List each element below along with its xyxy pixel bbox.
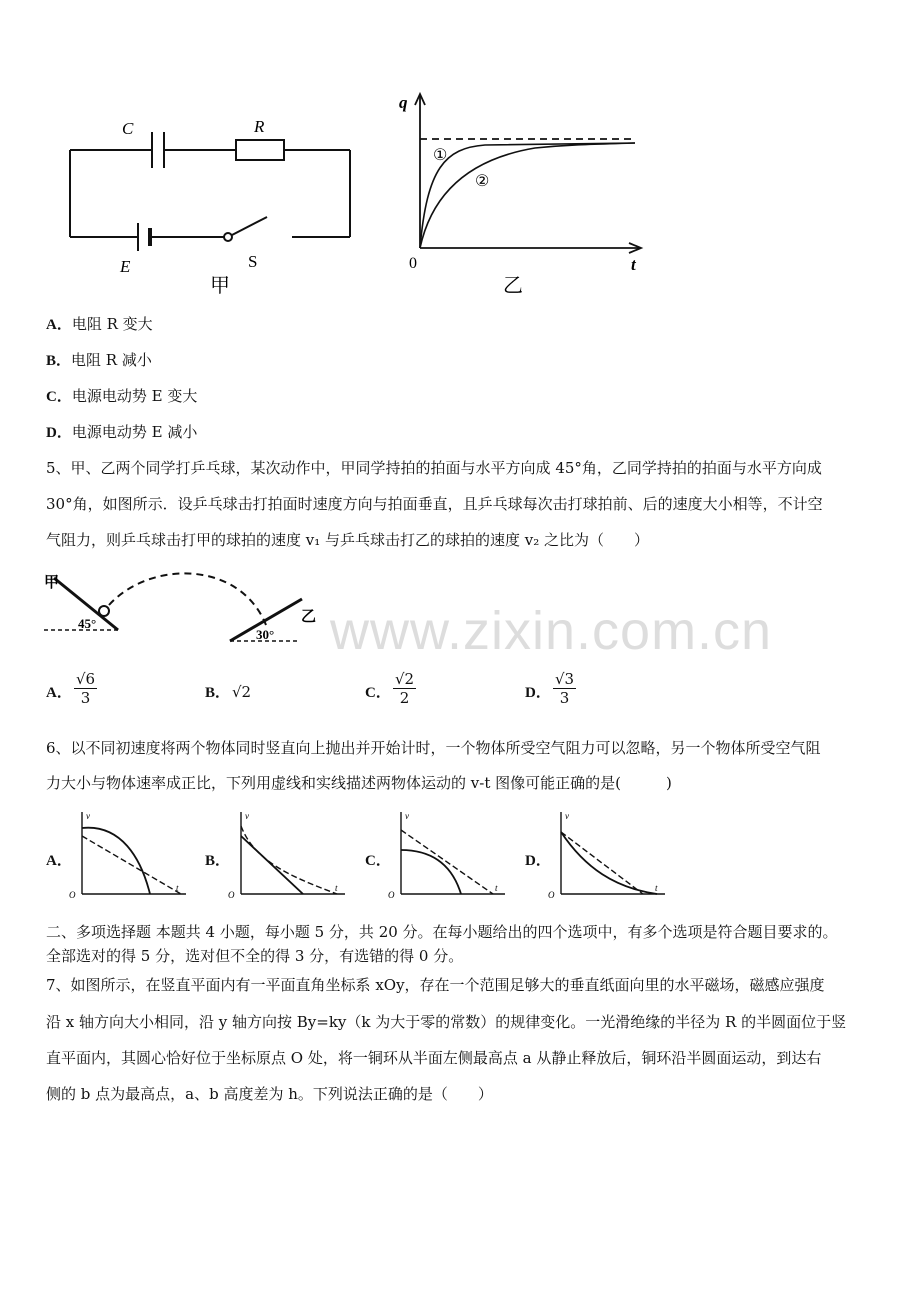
q7-line-3: 直平面内，其圆心恰好位于坐标原点 O 处，将一铜环从半面左侧最高点 a 从静止释放后，铜环沿半圆面运动，到达右 bbox=[46, 1049, 822, 1067]
q6-option-d: D． bbox=[525, 853, 551, 869]
axis-t: t bbox=[176, 883, 179, 893]
q5-option-b-value: √2 bbox=[232, 683, 252, 701]
label-S: S bbox=[248, 252, 258, 271]
q5-option-b-letter: B． bbox=[205, 685, 231, 701]
angle-45: 45° bbox=[78, 616, 97, 631]
axis-q: q bbox=[399, 93, 408, 112]
q7-line-4: 侧的 b 点为最高点，a、b 高度差为 h。下列说法正确的是（ ） bbox=[46, 1085, 493, 1103]
vt-graph-c bbox=[385, 808, 510, 900]
fig-label-yi: 乙 bbox=[301, 609, 317, 625]
q4-option-b: B．电阻 R 减小 bbox=[46, 351, 152, 369]
label-R: R bbox=[254, 117, 265, 136]
q7-line-2: 沿 x 轴方向大小相同，沿 y 轴方向按 By=ky（k 为大于零的常数）的规律变化。一光滑绝缘的半径为 R 的半圆面位于竖 bbox=[46, 1013, 847, 1031]
axis-t: t bbox=[495, 883, 498, 893]
vt-graph-a bbox=[66, 808, 191, 900]
axis-v: v bbox=[405, 811, 409, 821]
q5-option-d-letter: D． bbox=[525, 685, 551, 701]
fig-label-jia: 甲 bbox=[44, 575, 60, 591]
q6-option-b: B． bbox=[205, 853, 231, 869]
watermark: www.zixin.com.cn bbox=[330, 601, 773, 661]
axis-v: v bbox=[86, 811, 90, 821]
label-E: E bbox=[120, 257, 131, 276]
q6-option-a: A． bbox=[46, 853, 72, 869]
q7-line-1: 7、如图所示，在竖直平面内有一平面直角坐标系 xOy，存在一个范围足够大的垂直纸面向里的水平磁场，磁感应强度 bbox=[46, 976, 825, 994]
pingpong-figure bbox=[40, 565, 330, 650]
vt-graph-d bbox=[545, 808, 670, 900]
curve-2-label: ② bbox=[475, 173, 490, 190]
q5-option-a-letter: A． bbox=[46, 685, 72, 701]
axis-t: t bbox=[631, 255, 636, 274]
origin: O bbox=[388, 890, 395, 900]
q4-option-d: D．电源电动势 E 减小 bbox=[46, 423, 198, 441]
circuit-figure bbox=[60, 110, 360, 300]
q5-option-a-fraction: $\frac{√6}{3}$ bbox=[76, 670, 96, 707]
origin: O bbox=[69, 890, 76, 900]
q5-option-c-fraction: $\frac{√2}{2}$ bbox=[395, 670, 415, 707]
angle-30: 30° bbox=[256, 627, 275, 642]
section2-line-1: 二、多项选择题 本题共 4 小题，每小题 5 分，共 20 分。在每小题给出的四个选项中，有多个选项是符合题目要求的。 bbox=[46, 923, 838, 941]
q5-line-1: 5、甲、乙两个同学打乒乓球，某次动作中，甲同学持拍的拍面与水平方向成 45°角，乙同学持拍的拍面与水平方向成 bbox=[46, 459, 822, 477]
q6-option-c: C． bbox=[365, 853, 391, 869]
q5-line-2: 30°角，如图所示．设乒乓球击打拍面时速度方向与拍面垂直，且乒乓球每次击打球拍前、后的速度大小相等，不计空 bbox=[46, 495, 823, 513]
q5-option-d-fraction: $\frac{√3}{3}$ bbox=[555, 670, 575, 707]
axis-t: t bbox=[655, 883, 658, 893]
qt-graph bbox=[395, 88, 650, 298]
axis-v: v bbox=[565, 811, 569, 821]
axis-t: t bbox=[335, 883, 338, 893]
vt-graph-b bbox=[225, 808, 350, 900]
q4-option-c: C．电源电动势 E 变大 bbox=[46, 387, 198, 405]
caption-jia: 甲 bbox=[210, 275, 230, 297]
q5-option-c-letter: C． bbox=[365, 685, 391, 701]
q6-line-2: 力大小与物体速率成正比，下列用虚线和实线描述两物体运动的 v-t 图像可能正确的是( ) bbox=[46, 774, 672, 792]
origin: O bbox=[228, 890, 235, 900]
axis-v: v bbox=[245, 811, 249, 821]
q4-option-a: A．电阻 R 变大 bbox=[46, 315, 153, 333]
q5-line-3: 气阻力，则乒乓球击打甲的球拍的速度 v₁ 与乒乓球击打乙的球拍的速度 v₂ 之比为（ ） bbox=[46, 531, 650, 549]
q6-line-1: 6、以不同初速度将两个物体同时竖直向上抛出并开始计时，一个物体所受空气阻力可以忽略，另一个物体所受空气阻 bbox=[46, 739, 821, 757]
label-C: C bbox=[122, 119, 134, 138]
section2-line-2: 全部选对的得 5 分，选对但不全的得 3 分，有选错的得 0 分。 bbox=[46, 947, 464, 965]
caption-yi: 乙 bbox=[503, 275, 523, 297]
origin: O bbox=[548, 890, 555, 900]
curve-1-label: ① bbox=[433, 147, 448, 164]
origin-0: 0 bbox=[409, 255, 417, 272]
